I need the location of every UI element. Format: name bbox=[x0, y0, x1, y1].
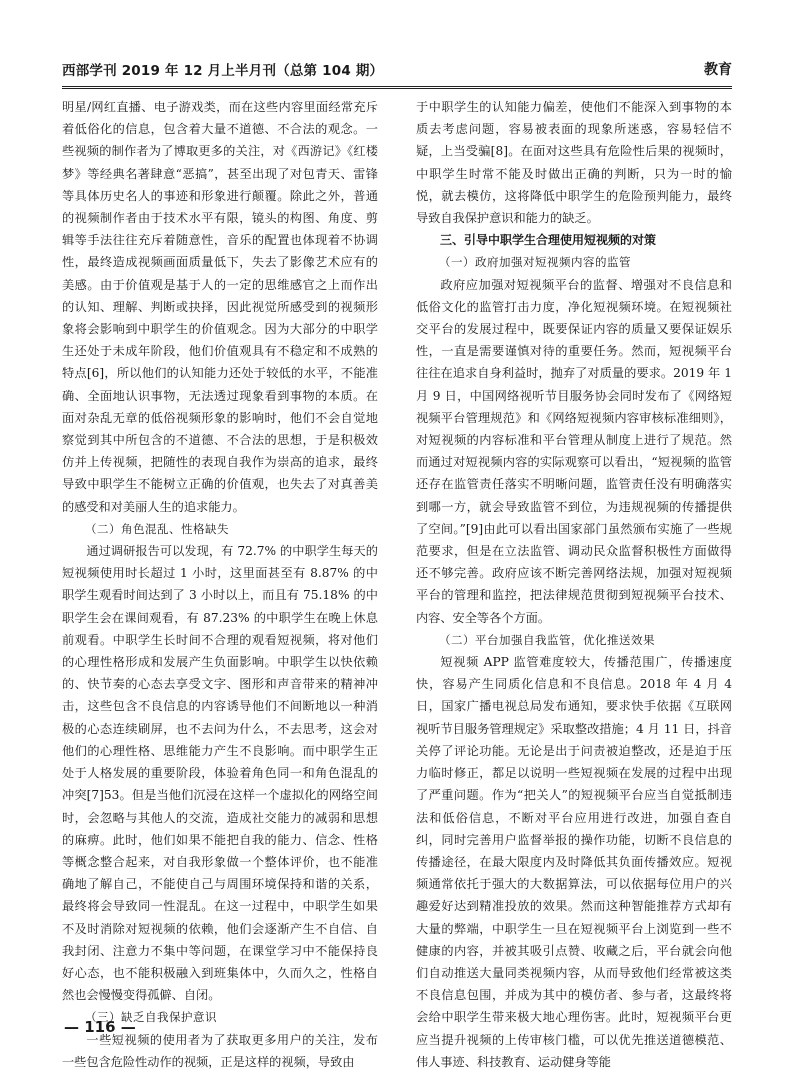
body-paragraph: 明星/网红直播、电子游戏类，而在这些内容里面经常充斥着低俗化的信息，包含着大量不道德、不合法的观念。一些视频的制作者为了博取更多的关注，对《西游记》《红楼梦》等经典名著肆意“恶搞”，甚至出现了对包青天、雷锋等具体历史名人的事迹和形象进行颠覆。除此之外，普通的视频制作者由于技术水平有限，镜头的构图、角度、剪辑等手法往往充斥着随意性，音乐的配置也体现着不协调性，最终造成视频画面质量低下，失去了影像艺术应有的美感。由于价值观是基于人的一定的思维感官之上而作出的认知、理解、判断或抉择，因此视觉所感受到的视频形象将会影响到中职学生的价值观念。因为大部分的中职学生还处于未成年阶段，他们价值观具有不稳定和不成熟的特点[6]，所以他们的认知能力还处于较低的水平，不能准确、全面地认识事物，无法透过现象看到事物的本质。在面对杂乱无章的低俗视频形象的影响时，他们不会自觉地察觉到其中所包含的不道德、不合法的思想，于是积极效仿并上传视频，把随性的表现自我作为崇高的追求，最终导致中职学生不能树立正确的价值观，也失去了对真善美的感受和对美丽人生的追求能力。 bbox=[62, 100, 378, 514]
left-column bbox=[62, 96, 378, 1073]
header-rule bbox=[62, 86, 732, 89]
body-paragraph: 一些短视频的使用者为了获取更多用户的关注，发布一些包含危险性动作的视频，正是这样的视频，导致由 bbox=[62, 1032, 378, 1069]
subsection-heading: （二）角色混乱、性格缺失 bbox=[85, 521, 229, 536]
body-paragraph: 政府应加强对短视频平台的监督、增强对不良信息和低俗文化的监管打击力度，净化短视频环境。在短视频社交平台的发展过程中，既要保证内容的质量又要保证娱乐性，一直是需要谨慎对待的重要任务。然而，短视频平台往往在追求自身利益时，抛弃了对质量的要求。2019 年 1 月 9 日，中国网络视听节目服务协会同时发布了《网络短视频平台管理规范》和《网络短视频内容审核标准细则》，对短视频的内容标准和平台管理从制度上进行了规范。然而通过对短视频内容的实际观察可以看出，“短视频的监管还存在监管责任落实不明晰问题，监管责任没有明确落实到哪一方，就会导致监管不到位，为违规视频的传播提供了空间。”[9]由此可以看出国家部门虽然颁布实施了一些规范要求，但是在立法监管、调动民众监督积极性方面做得还不够完善。政府应该不断完善网络法规，加强对短视频平台的管理和监控，把法律规范贯彻到短视频平台技术、内容、安全等各个方面。 bbox=[416, 277, 732, 625]
body-paragraph: 通过调研报告可以发现，有 72.7% 的中职学生每天的短视频使用时长超过 1 小时，这里面甚至有 8.87% 的中职学生观看时间达到了 3 小时以上，而且有 75.18% 的中职学生会在课间观看，有 87.23% 的中职学生在晚上休息前观看。中职学生长时间不合理的观看短视频，将对他们的心理性格形成和发展产生负面影响。中职学生以快依赖的、快节奏的心态去享受文字、图形和声音带来的精神冲击，这些包含不良信息的内容诱导他们不间断地以一种消极的心态连续刷屏，也不去问为什么，不去思考，这会对他们的心理性格、思维能力产生不良影响。而中职学生正处于人格发展的重要阶段，体验着角色同一和角色混乱的冲突[7]53。但是当他们沉浸在这样一个虚拟化的网络空间时，会忽略与其他人的交流，造成社交能力的减弱和思想的麻痹。此时，他们如果不能把自我的能力、信念、性格等概念整合起来，对自我形象做一个整体评价，也不能准确地了解自己，不能使自己与周围环境保持和谐的关系，最终将会导致同一性混乱。在这一过程中，中职学生如果不及时消除对短视频的依赖，他们会逐渐产生不自信、自我封闭、注意力不集中等问题，在课堂学习中不能保持良好心态，也不能积极融入到班集体中，久而久之，性格自然也会慢慢变得孤僻、自闭。 bbox=[62, 544, 378, 1003]
running-header bbox=[62, 59, 732, 81]
right-column bbox=[416, 96, 732, 1073]
journal-issue-line: 西部学刊 2019 年 12 月上半月刊（总第 104 期） bbox=[62, 63, 384, 79]
subsection-heading: （二）平台加强自我监管，优化推送效果 bbox=[439, 632, 655, 647]
body-paragraph: 于中职学生的认知能力偏差，使他们不能深入到事物的本质去考虑问题，容易被表面的现象所迷惑，容易轻信不疑，上当受骗[8]。在面对这些具有危险性后果的视频时，中职学生时常不能及时做出正确的判断，只为一时的愉悦，就去模仿，这将降低中职学生的危险预判能力，最终导致自我保护意识和能力的缺乏。 bbox=[416, 100, 732, 226]
subsection-heading: （一）政府加强对短视频内容的监管 bbox=[439, 255, 631, 270]
section-heading: 三、引导中职学生合理使用短视频的对策 bbox=[440, 233, 657, 248]
section-label: 教育 bbox=[704, 62, 732, 78]
body-paragraph: 短视频 APP 监管难度较大，传播范围广，传播速度快，容易产生同质化信息和不良信息。2018 年 4 月 4 日，国家广播电视总局发布通知，要求快手依据《互联网视听节目服务管理规定》采取整改措施；4 月 11 日，抖音关停了评论功能。无论是出于问责被迫整改，还是迫于压力临时修正，都足以说明一些短视频在发展的过程中出现了严重问题。作为“把关人”的短视频平台应当自觉抵制违法和低俗信息，不断对平台应用进行改进，加强自查自纠，同时完善用户监督举报的操作功能，切断不良信息的传播途径，在最大限度内及时降低其负面传播效应。短视频通常依托于强大的大数据算法，可以依据每位用户的兴趣爱好达到精准投放的效果。然而这种智能推荐方式却有大量的弊端，中职学生一旦在短视频平台上浏览到一些不健康的内容，并被其吸引点赞、收藏之后，平台就会向他们自动推送大量同类视频内容，从而导致他们经常被这类不良信息包围，并成为其中的模仿者、参与者，这最终将会给中职学生带来极大地心理伤害。此时，短视频平台更应当提升视频的上传审核门槛，可以优先推送道德模范、伟人事迹、科技教育、运动健身等能 bbox=[416, 655, 732, 1069]
page-number: — 116 — bbox=[64, 1018, 136, 1036]
subsection-heading: （三）缺乏自我保护意识 bbox=[85, 1010, 217, 1025]
